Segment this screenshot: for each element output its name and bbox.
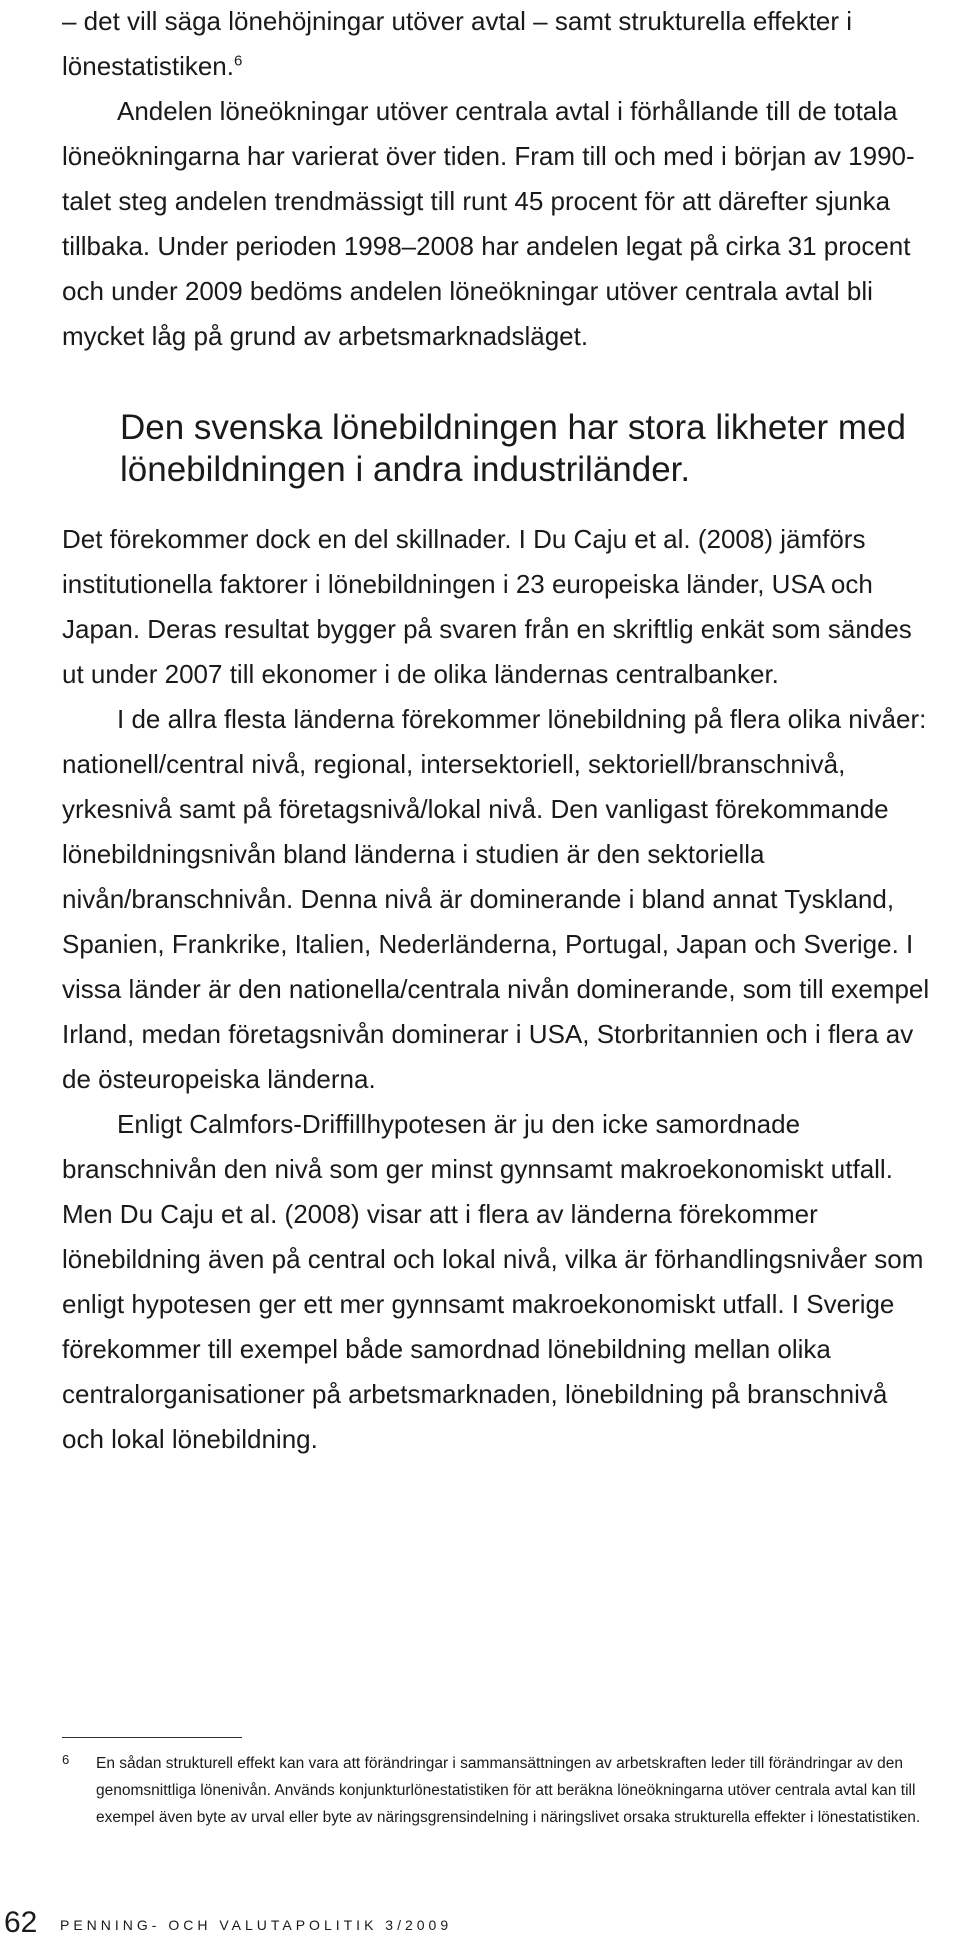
footnote [62, 1750, 932, 1831]
footnote-divider [62, 1737, 242, 1738]
paragraph-differences: Det förekommer dock en del skillnader. I Du Caju et al. (2008) jämförs institutionella faktorer i lönebildningen i 23 europeiska länder, USA och Japan. Deras resultat bygger på svaren från en skriftlig enkät som sändes ut under 2007 till ekonomer i de olika ländernas centralbanker. [62, 524, 912, 689]
main-text [62, 517, 932, 1462]
intro-line-1: – det vill säga lönehöjningar utöver avtal – samt strukturella effekter i [62, 6, 853, 36]
intro-text [62, 0, 932, 359]
page-number: 62 [4, 1906, 38, 1939]
paragraph-levels: I de allra flesta länderna förekommer lönebildning på flera olika nivåer: nationell/central nivå, regional, intersektoriell, sektoriell/branschnivå, yrkesnivå samt på företagsnivå/lokal nivå. Den vanligast förekommande lönebildningsnivån bland länderna i studien är den sektoriella nivån/branschnivån. Denna nivå är dominerande i bland annat Tyskland, Spanien, Frankrike, Italien, Nederländerna, Portugal, Japan och Sverige. I vissa länder är den nationella/centrala nivån dominerande, som till exempel Irland, medan företagsnivån dominerar i USA, Storbritannien och i flera av de östeuropeiska länderna. [62, 704, 930, 1094]
intro-line-2 [62, 44, 932, 89]
section-heading: Den svenska lönebildningen har stora likheter med lönebildningen i andra industriländer. [120, 408, 907, 489]
paragraph-share-of-wage-increases: Andelen löneökningar utöver centrala avtal i förhållande till de totala löneökningarna har varierat över tiden. Fram till och med i början av 1990-talet steg andelen trendmässigt till runt 45 procent för att därefter sjunka tillbaka. Under perioden 1998–2008 har andelen legat på cirka 31 procent och under 2009 bedöms andelen löneökningar utöver centrala avtal bli mycket låg på grund av arbetsmarknadsläget. [62, 96, 915, 351]
running-title: PENNING- OCH VALUTAPOLITIK 3/2009 [60, 1917, 453, 1933]
footnote-number: 6 [62, 1752, 70, 1767]
intro-line-2-text: lönestatistiken. [62, 51, 234, 81]
footnote-reference: 6 [233, 52, 243, 70]
paragraph-calmfors-driffill: Enligt Calmfors-Driffillhypotesen är ju den icke samordnade branschnivån den nivå som ger minst gynnsamt makroekonomiskt utfall. Men Du Caju et al. (2008) visar att i flera av länderna förekommer lönebildning även på central och lokal nivå, vilka är förhandlingsnivåer som enligt hypotesen ger ett mer gynnsamt makroekonomiskt utfall. I Sverige förekommer till exempel både samordnad lönebildning mellan olika centralorganisationer på arbetsmarknaden, lönebildning på branschnivå och lokal lönebildning. [62, 1109, 924, 1454]
page-footer [0, 1906, 960, 1946]
footnote-text: En sådan strukturell effekt kan vara att förändringar i sammansättningen av arbetskraften leder till förändringar av den genomsnittliga lönenivån. Används konjunkturlönestatistiken för att beräkna löneökningarna utöver centrala avtal kan till exempel även byte av urval eller byte av näringsgrensindelning i näringslivet orsaka strukturella effekter i lönestatistiken. [96, 1755, 921, 1826]
